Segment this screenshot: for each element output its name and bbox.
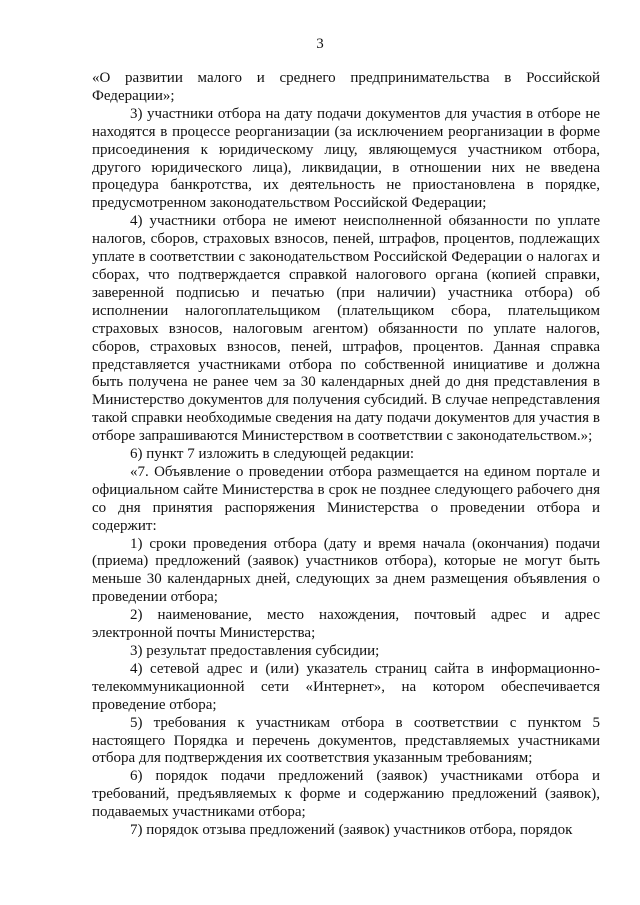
page-number: 3 — [316, 36, 324, 52]
paragraph-subitem-6-submission-order: 6) порядок подачи предложений (заявок) участниками отбора и требований, предъявляемых к форме и содержанию предложений (заявок), подаваемых участниками отбора; — [92, 768, 600, 821]
paragraph-subitem-7-withdrawal-order: 7) порядок отзыва предложений (заявок) участников отбора, порядок — [130, 822, 573, 839]
paragraph-point-7-announcement: «7. Объявление о проведении отбора размещается на едином портале и официальном сайте Министерства в срок не позднее следующего рабочего дня со дня принятия распоряжения Министерства о проведении отбора и содержит: — [92, 463, 600, 534]
document-body — [92, 70, 600, 840]
paragraph-law-title-continuation: «О развитии малого и среднего предпринимательства в Российской Федерации»; — [92, 70, 600, 104]
paragraph-subitem-4-network-address: 4) сетевой адрес и (или) указатель страниц сайта в информационно-телекоммуникационной сети «Интернет», на котором обеспечивается проведение отбора; — [92, 660, 600, 713]
paragraph-subitem-5-requirements: 5) требования к участникам отбора в соответствии с пунктом 5 настоящего Порядка и перечень документов, представляемых участниками отбора для подтверждения их соответствия указанным требованиям; — [92, 714, 600, 767]
paragraph-item-4-tax-obligations: 4) участники отбора не имеют неисполненной обязанности по уплате налогов, сборов, страховых взносов, пеней, штрафов, процентов, подлежащих уплате в соответствии с законодательством Российской Федерации о налогах и сборах, что подтверждается справкой налогового органа (копией справки, заверенной подписью и печатью (при наличии) участника отбора) об исполнении налогоплательщиком (плательщиком сбора, плательщиком страховых взносов, налоговым агентом) обязанности по уплате налогов, сборов, страховых взносов, пеней, штрафов, процентов. Данная справка представляется участниками отбора по собственной инициативе и должна быть получена не ранее чем за 30 календарных дней до дня представления в Министерство документов для получения субсидий. В случае непредставления такой справки необходимые сведения на дату подачи документов для участия в отборе запрашиваются Министерством в соответствии с законодательством.»; — [92, 213, 600, 445]
paragraph-subitem-2-name-address: 2) наименование, место нахождения, почтовый адрес и адрес электронной почты Министерства; — [92, 607, 600, 642]
paragraph-subitem-1-terms: 1) сроки проведения отбора (дату и время начала (окончания) подачи (приема) предложений (заявок) участников отбора), которые не могут быть меньше 30 календарных дней, следующих за днем размещения объявления о проведении отбора; — [92, 535, 600, 606]
paragraph-subitem-3-result: 3) результат предоставления субсидии; — [130, 643, 380, 659]
paragraph-item-3-reorganization: 3) участники отбора на дату подачи документов для участия в отборе не находятся в процессе реорганизации (за исключением реорганизации в форме присоединения к юридическому лицу, являющемуся участником отбора, другого юридического лица), ликвидации, в отношении них не введена процедура банкротства, их деятельность не приостановлена в порядке, предусмотренном законодательством Российской Федерации; — [92, 105, 600, 212]
paragraph-item-6-amend-point-7: 6) пункт 7 изложить в следующей редакции: — [130, 446, 415, 463]
